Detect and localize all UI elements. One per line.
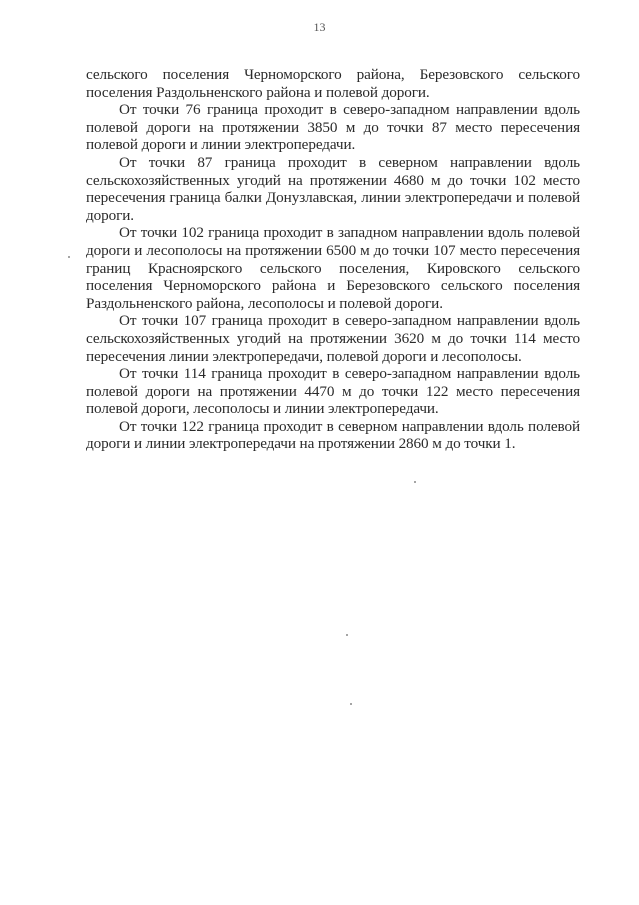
paragraph-point-87: От точки 87 граница проходит в северном направлении вдоль сельскохозяйственных угодий на протяжении 4680 м до точки 102 место пересечения граница балки Донузлавская, линии электропередачи и полевой дороги.: [86, 153, 580, 224]
document-body: [86, 66, 580, 453]
page-number: 13: [313, 20, 326, 34]
paragraph-point-76: От точки 76 граница проходит в северо-западном направлении вдоль полевой дороги на протяжении 3850 м до точки 87 место пересечения полевой дороги и линии электропередачи.: [86, 101, 580, 154]
paragraph-point-114: От точки 114 граница проходит в северо-западном направлении вдоль полевой дороги на протяжении 4470 м до точки 122 место пересечения полевой дороги, лесополосы и линии электропередачи.: [86, 365, 580, 418]
scan-speck: [346, 634, 348, 636]
paragraph-point-102: От точки 102 граница проходит в западном направлении вдоль полевой дороги и лесополосы на протяжении 6500 м до точки 107 место пересечения границ Красноярского сельского поселения, Кировского сельского поселения Черноморского района и Березовского сельского поселения Раздольненского района, лесополосы и полевой дороги.: [86, 224, 580, 312]
paragraph-point-107: От точки 107 граница проходит в северо-западном направлении вдоль сельскохозяйственных угодий на протяжении 3620 м до точки 114 место пересечения линии электропередачи, полевой дороги и лесополосы.: [86, 312, 580, 365]
paragraph-continuation: сельского поселения Черноморского района, Березовского сельского поселения Раздольненского района и полевой дороги.: [86, 66, 580, 101]
paragraph-point-122: От точки 122 граница проходит в северном направлении вдоль полевой дороги и линии электропередачи на протяжении 2860 м до точки 1.: [86, 417, 580, 453]
scan-speck: [350, 703, 352, 705]
scan-speck: [414, 481, 416, 483]
scan-speck: [68, 256, 70, 258]
